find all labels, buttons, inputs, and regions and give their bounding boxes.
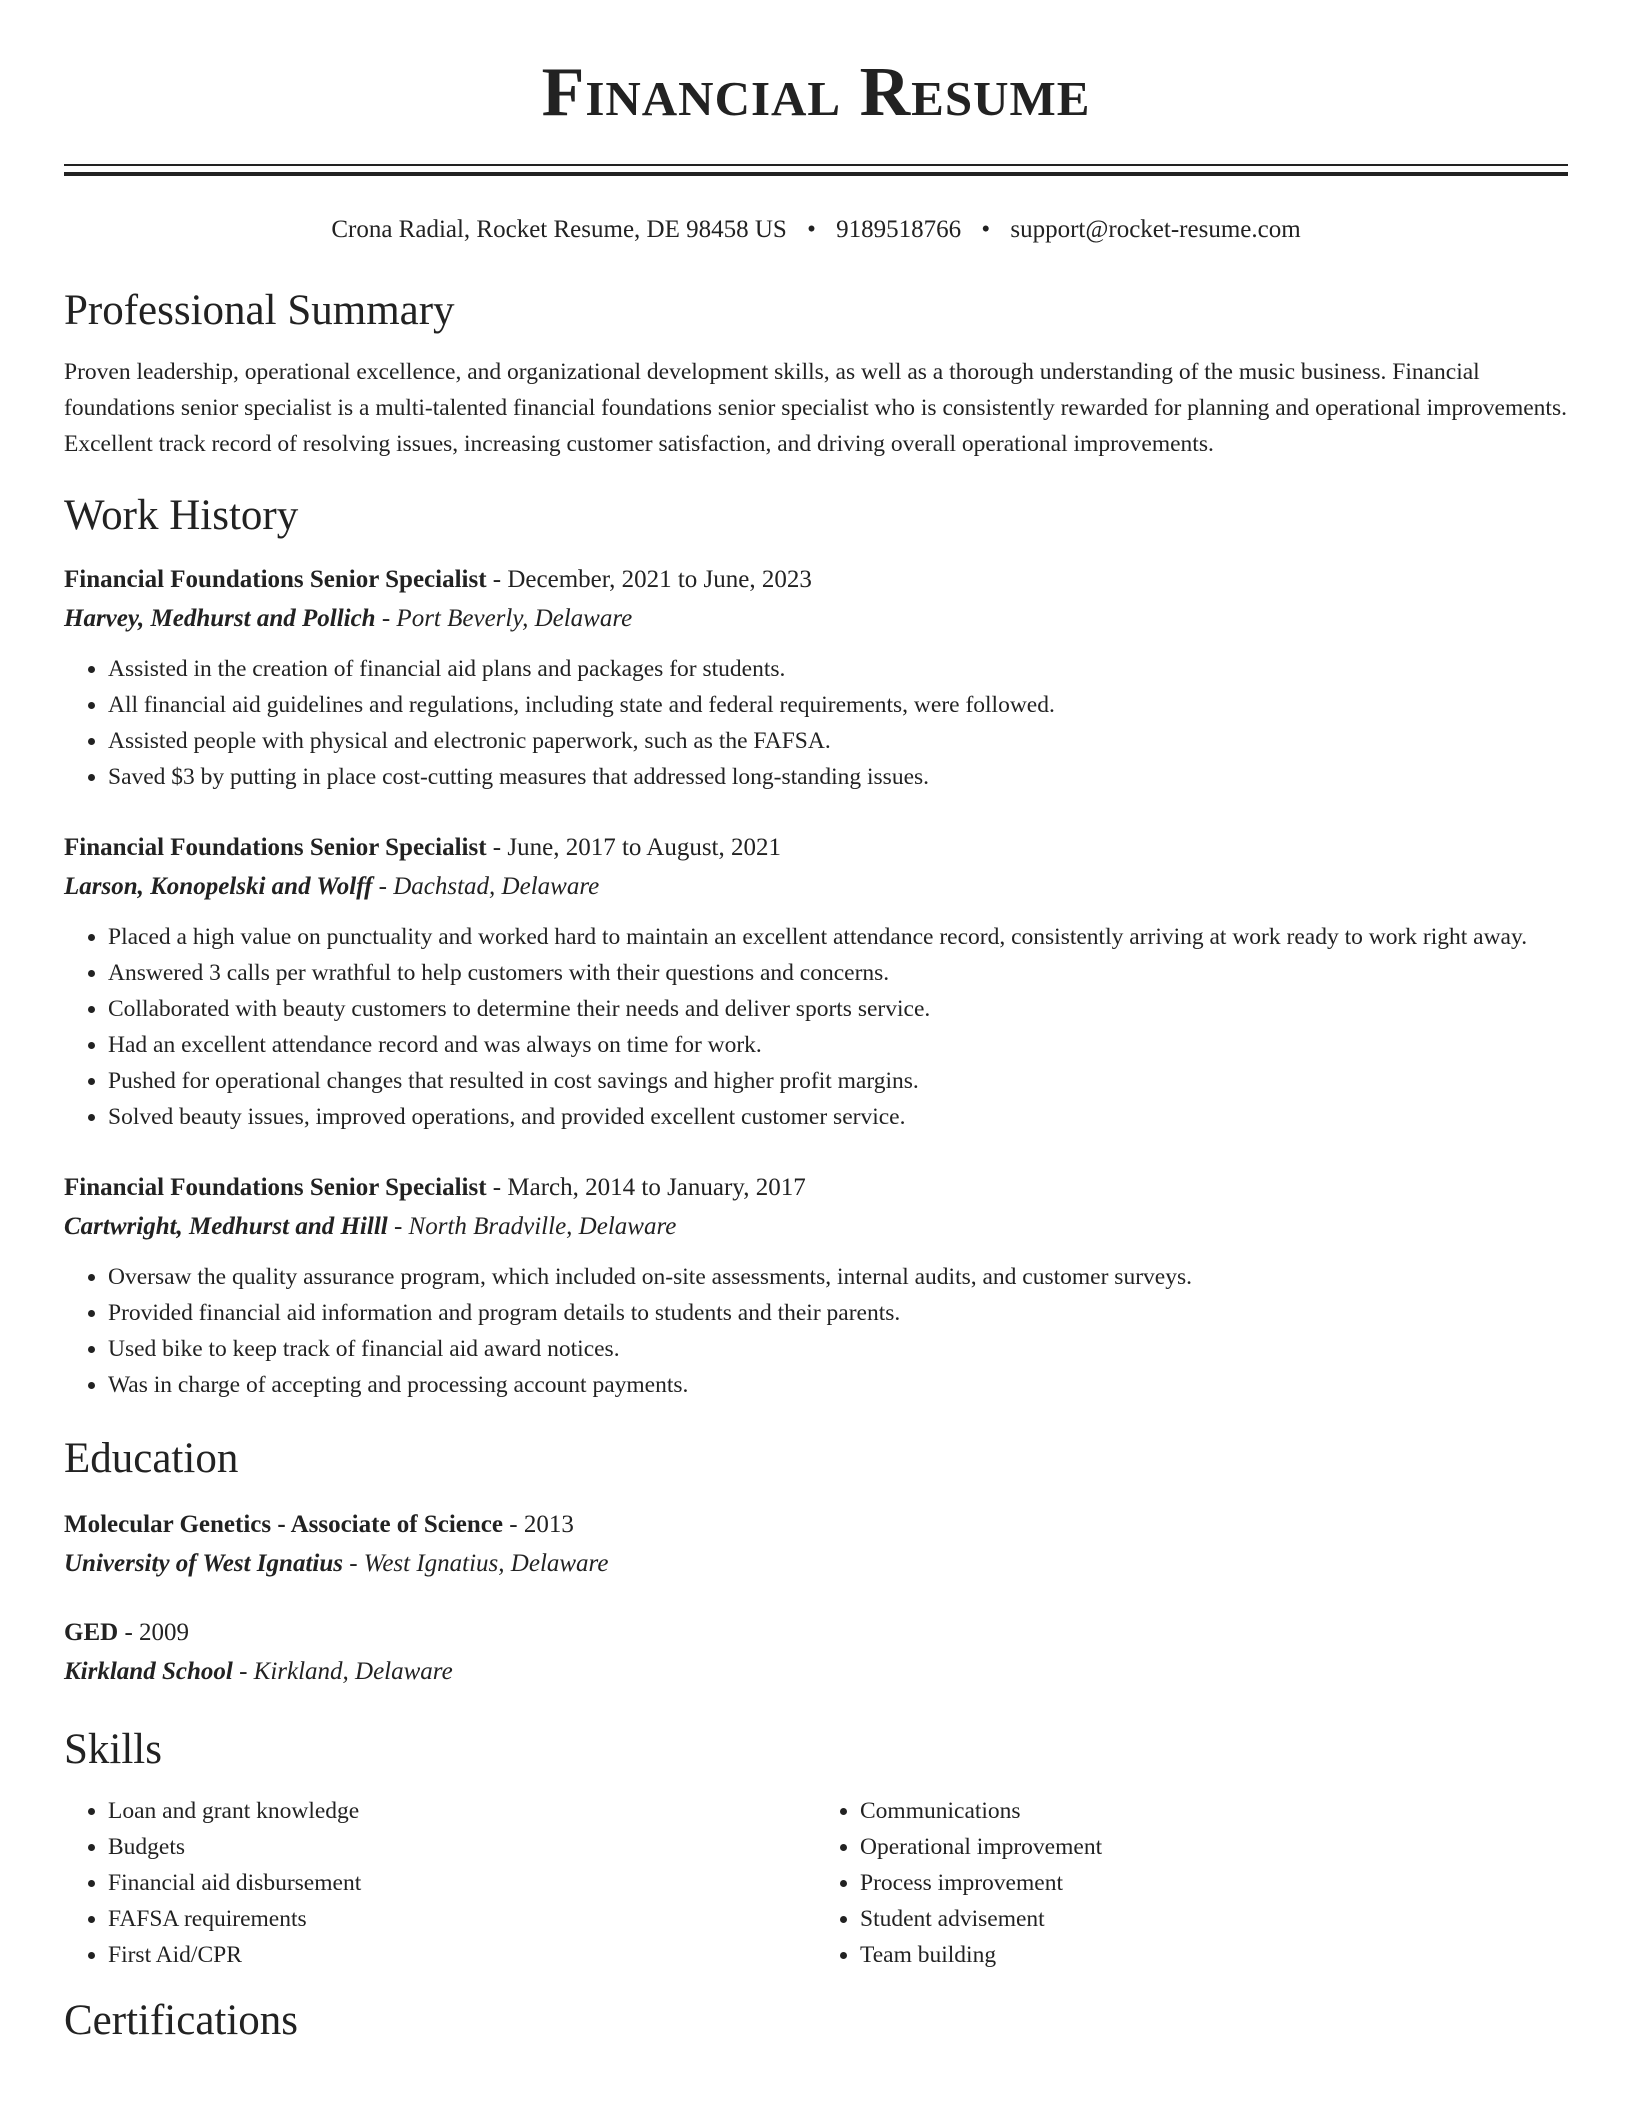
section-heading-skills: Skills [64, 1726, 162, 1773]
list-item: • Was in charge of accepting and processing account payments. [108, 1367, 1568, 1403]
education-school-line [64, 1544, 1568, 1584]
section-heading-work-history: Work History [64, 492, 299, 539]
contact-phone: 9189518766 [836, 216, 962, 243]
list-item: • Used bike to keep track of financial aid award notices. [108, 1331, 1568, 1367]
job-bullets [64, 919, 1568, 1135]
list-item: • Financial aid disbursement [108, 1865, 816, 1901]
list-item: • Loan and grant knowledge [108, 1793, 816, 1829]
education-year: - 2009 [118, 1619, 190, 1646]
list-item: • Student advisement [860, 1901, 1568, 1937]
list-item: • Pushed for operational changes that resulted in cost savings and higher profit margins. [108, 1063, 1568, 1099]
job-entry [64, 1169, 1568, 1403]
education-entry [64, 1614, 1568, 1692]
contact-address: Crona Radial, Rocket Resume, DE 98458 US [331, 216, 787, 243]
resume-title: Financial Resume [541, 54, 1091, 131]
job-bullets [64, 651, 1568, 795]
list-item: • Assisted in the creation of financial aid plans and packages for students. [108, 651, 1568, 687]
title-divider-thick [64, 172, 1568, 176]
job-company: Harvey, Medhurst and Pollich [64, 605, 376, 632]
job-company-line [64, 867, 1568, 907]
job-title-line [64, 829, 1568, 867]
section-heading-summary: Professional Summary [64, 287, 455, 334]
list-item: • Oversaw the quality assurance program, which included on-site assessments, internal audits, and customer surveys. [108, 1259, 1568, 1295]
education-year: - 2013 [503, 1511, 574, 1538]
job-company: Cartwright, Medhurst and Hilll [64, 1213, 388, 1240]
education-school-line [64, 1652, 1568, 1692]
job-title: Financial Foundations Senior Specialist [64, 1174, 487, 1201]
job-entry [64, 561, 1568, 795]
job-title-line [64, 1169, 1568, 1207]
title-divider-thin [64, 164, 1568, 166]
contact-separator: • [807, 216, 816, 243]
list-item: • Budgets [108, 1829, 816, 1865]
section-heading-education: Education [64, 1435, 239, 1482]
skills-column-left [64, 1793, 816, 1973]
list-item: • All financial aid guidelines and regulations, including state and federal requirements, were followed. [108, 687, 1568, 723]
job-company: Larson, Konopelski and Wolff [64, 873, 373, 900]
job-dates: - June, 2017 to August, 2021 [486, 834, 781, 861]
skills-list [64, 1793, 1568, 1973]
education-school: Kirkland School [64, 1658, 233, 1685]
summary-text: Proven leadership, operational excellence, and organizational development skills, as well as a thorough understanding of the music business. Financial foundations senior specialist is a multi-talented financial foundations senior specialist who is consistently rewarded for planning and operational improvements. Excellent track record of resolving issues, increasing customer satisfaction, and driving overall operational improvements. [64, 359, 1567, 457]
list-item: • Assisted people with physical and electronic paperwork, such as the FAFSA. [108, 723, 1568, 759]
list-item: • Answered 3 calls per wrathful to help customers with their questions and concerns. [108, 955, 1568, 991]
list-item: • Solved beauty issues, improved operations, and provided excellent customer service. [108, 1099, 1568, 1135]
list-item: • FAFSA requirements [108, 1901, 816, 1937]
job-location: - North Bradville, Delaware [387, 1213, 677, 1240]
job-location: - Port Beverly, Delaware [375, 605, 633, 632]
contact-separator: • [981, 216, 991, 243]
education-location: - Kirkland, Delaware [232, 1658, 453, 1685]
education-degree-line [64, 1614, 1568, 1652]
list-item: • Placed a high value on punctuality and worked hard to maintain an excellent attendance record, consistently arriving at work ready to work right away. [108, 919, 1568, 955]
education-entry [64, 1506, 1568, 1584]
education-degree-line [64, 1506, 1568, 1544]
job-title-line [64, 561, 1568, 599]
education-degree: GED [64, 1619, 119, 1646]
job-company-line [64, 599, 1568, 639]
education-location: - West Ignatius, Delaware [342, 1550, 609, 1577]
list-item: • Team building [860, 1937, 1568, 1973]
job-dates: - March, 2014 to January, 2017 [486, 1174, 806, 1201]
job-title: Financial Foundations Senior Specialist [64, 566, 487, 593]
list-item: • Operational improvement [860, 1829, 1568, 1865]
education-school: University of West Ignatius [64, 1550, 343, 1577]
education-degree: Molecular Genetics - Associate of Science [64, 1511, 504, 1538]
job-entry [64, 829, 1568, 1135]
list-item: • Collaborated with beauty customers to determine their needs and deliver sports service. [108, 991, 1568, 1027]
job-location: - Dachstad, Delaware [372, 873, 600, 900]
job-title: Financial Foundations Senior Specialist [64, 834, 487, 861]
list-item: • Process improvement [860, 1865, 1568, 1901]
contact-line [64, 214, 1568, 246]
job-company-line [64, 1207, 1568, 1247]
list-item: • Had an excellent attendance record and was always on time for work. [108, 1027, 1568, 1063]
list-item: • Provided financial aid information and program details to students and their parents. [108, 1295, 1568, 1331]
contact-email: support@rocket-resume.com [1010, 216, 1301, 243]
list-item: • First Aid/CPR [108, 1937, 816, 1973]
section-heading-certifications: Certifications [64, 1997, 299, 2044]
skills-column-right [816, 1793, 1568, 1973]
job-dates: - December, 2021 to June, 2023 [486, 566, 812, 593]
list-item: • Saved $3 by putting in place cost-cutting measures that addressed long-standing issues. [108, 759, 1568, 795]
job-bullets [64, 1259, 1568, 1403]
list-item: • Communications [860, 1793, 1568, 1829]
